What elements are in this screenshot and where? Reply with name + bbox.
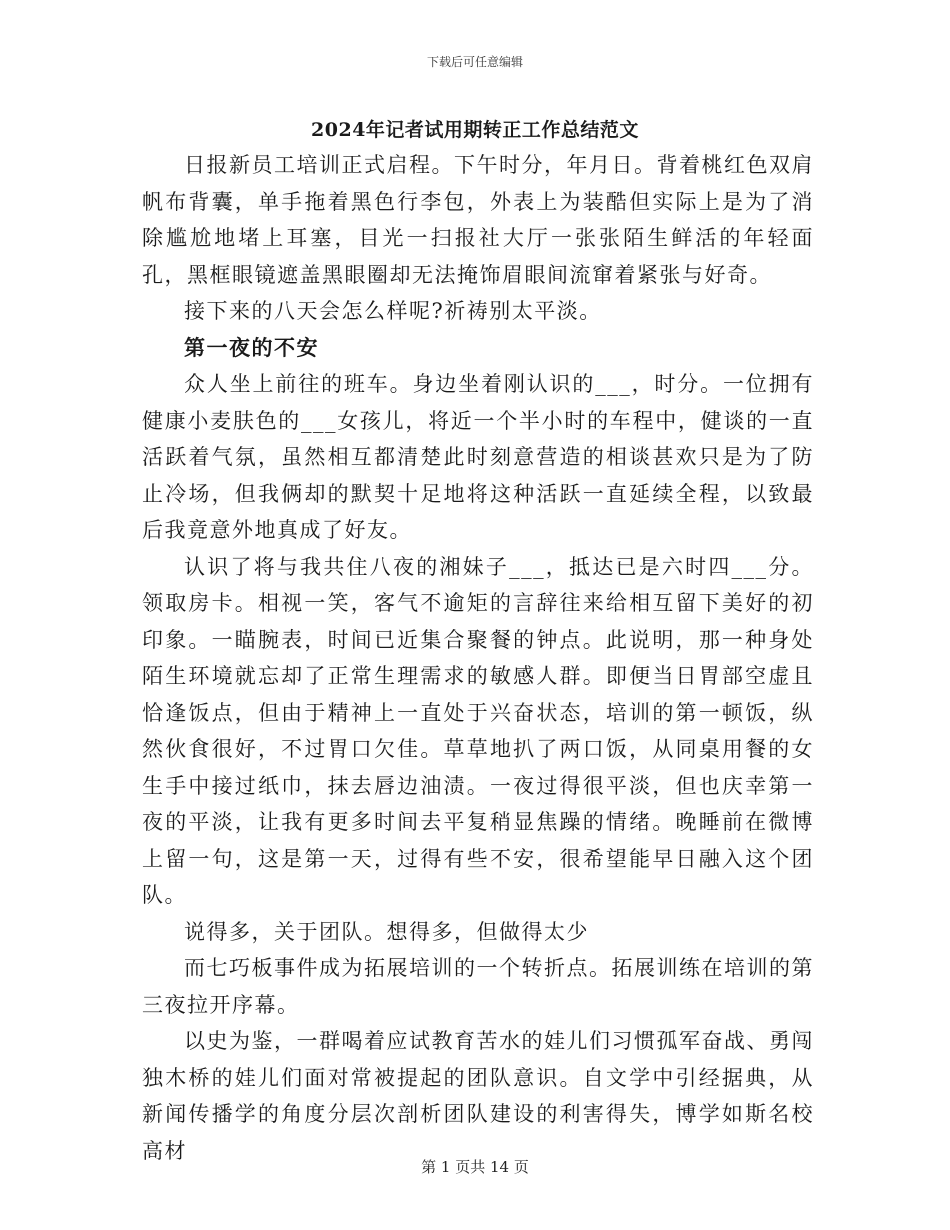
paragraph: 接下来的八天会怎么样呢?祈祷别太平淡。 xyxy=(184,299,602,323)
paragraph: 众人坐上前往的班车。身边坐着刚认识的___，时分。一位拥有健康小麦肤色的___女孩儿，将近一个半小时的车程中，健谈的一直活跃着气氛，虽然相互都清楚此时刻意营造的相谈甚欢只是为了防止冷场，但我俩却的默契十足地将这种活跃一直延续全程，以致最后我竟意外地真成了好友。 xyxy=(142,372,814,542)
section-heading: 第一夜的不安 xyxy=(184,334,319,360)
document-title: 2024年记者试用期转正工作总结范文 xyxy=(311,119,639,141)
paragraph: 日报新员工培训正式启程。下午时分，年月日。背着桃红色双肩帆布背囊，单手拖着黑色行李包，外表上为装酷但实际上是为了消除尴尬地堵上耳塞，目光一扫报社大厅一张张陌生鲜活的年轻面孔，黑框眼镜遮盖黑眼圈却无法掩饰眉眼间流窜着紧张与好奇。 xyxy=(142,153,814,287)
paragraph: 认识了将与我共住八夜的湘妹子___，抵达已是六时四___分。领取房卡。相视一笑，客气不逾矩的言辞往来给相互留下美好的初印象。一瞄腕表，时间已近集合聚餐的钟点。此说明，那一种身处陌生环境就忘却了正常生理需求的敏感人群。即便当日胃部空虚且恰逢饭点，但由于精神上一直处于兴奋状态，培训的第一顿饭，纵然伙食很好，不过胃口欠佳。草草地扒了两口饭，从同桌用餐的女生手中接过纸巾，抹去唇边油渍。一夜过得很平淡，但也庆幸第一夜的平淡，让我有更多时间去平复稍显焦躁的情绪。晚睡前在微博上留一句，这是第一天，过得有些不安，很希望能早日融入这个团队。 xyxy=(142,554,814,907)
paragraph: 而七巧板事件成为拓展培训的一个转折点。拓展训练在培训的第三夜拉开序幕。 xyxy=(142,956,814,1017)
document-body xyxy=(142,147,814,1169)
paragraph: 以史为鉴，一群喝着应试教育苦水的娃儿们习惯孤军奋战、勇闯独木桥的娃儿们面对常被提起的团队意识。自文学中引经据典，从新闻传播学的角度分层次剖析团队建设的利害得失，博学如斯名校高材 xyxy=(142,1029,814,1163)
header-note: 下载后可任意编辑 xyxy=(426,55,523,69)
paragraph: 说得多，关于团队。想得多，但做得太少 xyxy=(184,919,589,944)
page-footer: 第 1 页共 14 页 xyxy=(421,1158,529,1176)
